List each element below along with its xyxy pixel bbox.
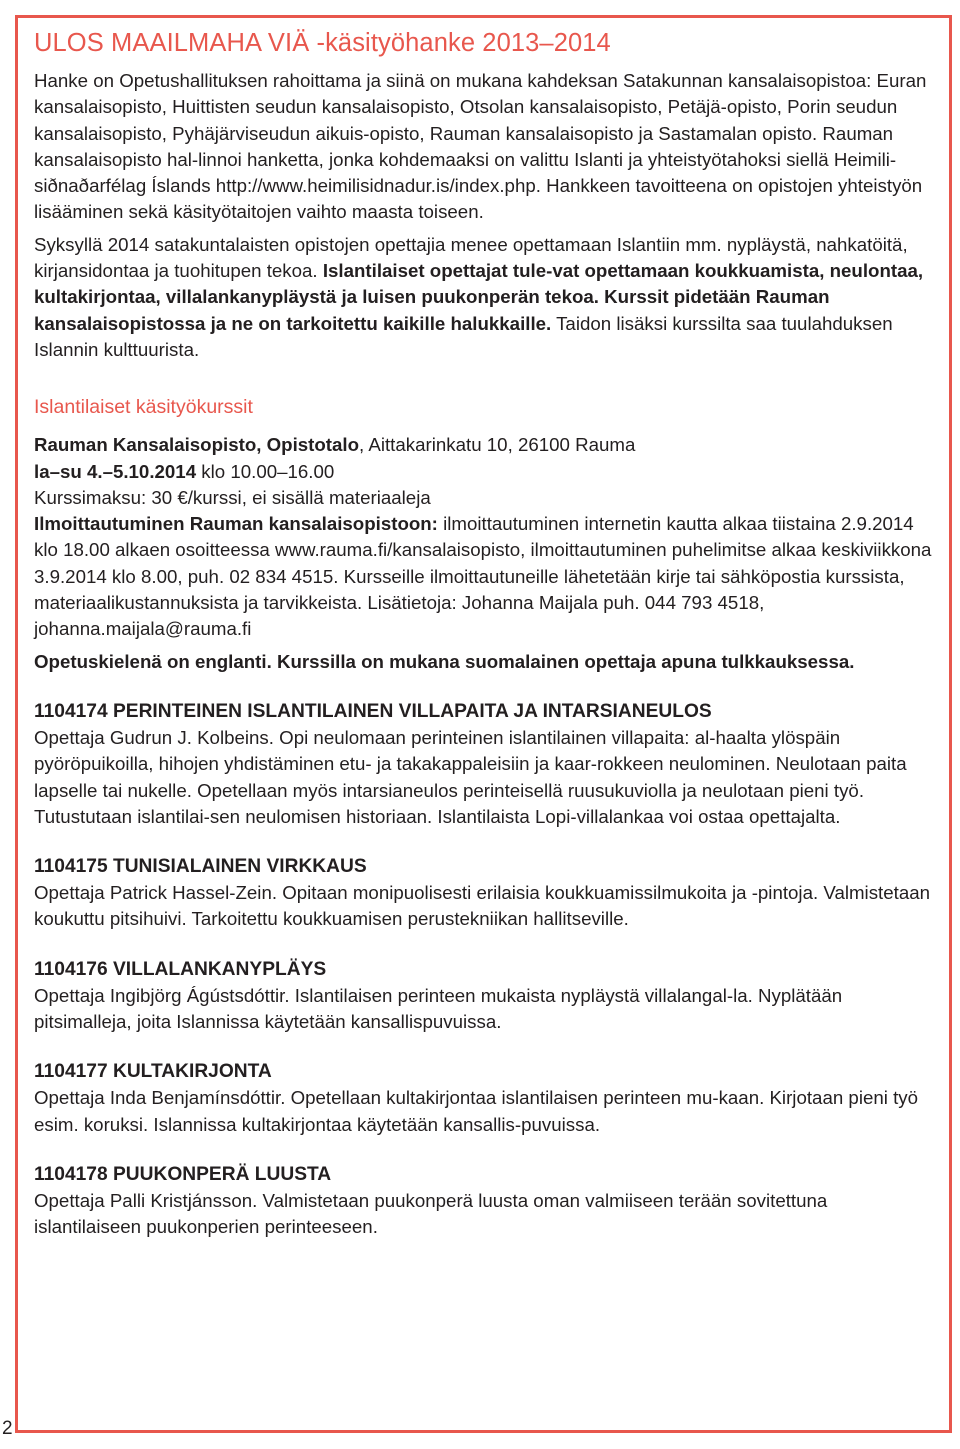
course-description: Opettaja Gudrun J. Kolbeins. Opi neulomaan perinteinen islantilainen villapaita: al-haalta ylöspäin pyöröpuikoilla, hihojen yhdistäminen etu- ja takakappaleisiin ja kaar-rokkeen neulominen. Neulotaan paita lapselle tai nukelle. Opetellaan myös intarsianeulos perinteisellä ruusukuviolla ja neulotaan pieni työ. Tutustutaan islantilai-sen neulomisen historiaan. Islantilaista Lopi-villalankaa voi ostaa opettajalta. — [34, 726, 907, 827]
venue-line — [34, 432, 934, 458]
course-heading: 1104177 KULTAKIRJONTA — [34, 1061, 272, 1083]
intro-text: Syksyllä 2014 satakuntalaisten opistojen opettajia menee opettamaan Islantiin mm. nypläystä, nahkatöitä, kirjansidontaa ja tuohitupen tekoa. — [34, 233, 908, 282]
course-item — [34, 1058, 934, 1138]
course-heading: 1104175 TUNISIALAINEN VIRKKAUS — [34, 856, 367, 878]
course-item — [34, 956, 934, 1036]
article — [34, 29, 934, 1241]
venue-address: , Aittakarinkatu 10, 26100 Rauma — [359, 434, 636, 456]
course-heading: 1104176 VILLALANKANYPLÄYS — [34, 958, 327, 980]
intro-text-end: Taidon lisäksi kurssilta saa tuulahduksen Islannin kulttuurista. — [34, 312, 893, 360]
registration-text: ilmoittautuminen internetin kautta alkaa tiistaina 2.9.2014 klo 18.00 alkaen osoitteessa www.rauma.fi/kansalaisopisto, ilmoittautuminen puhelimitse alkaa keskiviikkona 3.9.2014 klo 8.00, puh. 02 834 4515. Kursseille ilmoittautuneille lähetetään kirje tai sähköpostia kurssista, materiaalikustannuksista ja tarvikkeista. Lisätietoja: Johanna Maijala puh. 044 793 4518, johanna.maijala@rauma.fi — [34, 513, 932, 640]
course-item — [34, 698, 934, 830]
course-description: Opettaja Inda Benjamínsdóttir. Opetellaan kultakirjontaa islantilaisen perinteen mu-kaan. Kirjotaan pieni työ esim. koruksi. Islannissa kultakirjontaa käytetään kansallis-puvuissa. — [34, 1087, 919, 1135]
course-heading: 1104178 PUUKONPERÄ LUUSTA — [34, 1163, 332, 1185]
course-description: Opettaja Patrick Hassel-Zein. Opitaan monipuolisesti erilaisia koukkuamissilmukoita ja -pintoja. Valmistetaan koukuttu pitsihuivi. Tarkoitettu koukkuamisen perustekniikan hallitseville. — [34, 882, 931, 930]
intro-paragraph: Hanke on Opetushallituksen rahoittama ja siinä on mukana kahdeksan Satakunnan kansalaisopistoa: Euran kansalaisopisto, Huittisten seudun kansalaisopisto, Otsolan kansalaisopisto, Petäjä-opisto, Porin seudun kansalaisopisto, Pyhäjärviseudun aikuis-opisto, Rauman kansalaisopisto ja Sastamalan opisto. Rauman kansalaisopisto hal-linnoi hanketta, jonka kohdemaaksi on valittu Islanti ja yhteistyötahoksi siellä Heimili-siðnaðarfélag Íslands http://www.heimilisidnadur.is/index.php. Hankkeen tavoitteena on opistojen yhteistyön lisääminen sekä käsityötaitojen vaihto maasta toiseen. — [34, 70, 927, 223]
course-description: Opettaja Palli Kristjánsson. Valmistetaan puukonperä luusta oman valmiiseen terään sovitettuna islantilaiseen puukonperien perinteeseen. — [34, 1189, 828, 1238]
course-time: klo 10.00–16.00 — [196, 460, 335, 482]
intro-bold-text: Islantilaiset opettajat tule-vat opettamaan koukkuamista, neulontaa, kultakirjontaa, villalankanypläystä ja luisen puukonperän tekoa. Kurssit pidetään Rauman kansalaisopistossa ja ne on tarkoitettu kaikille halukkaille. — [34, 260, 924, 334]
section-heading: Islantilaiset käsityökurssit — [34, 396, 253, 419]
page-title: ULOS MAAILMAHA VIÄ -käsityöhanke 2013–2014 — [34, 29, 611, 57]
language-note-text: Opetuskielenä on englanti. Kurssilla on mukana suomalainen opettaja apuna tulkkauksessa. — [34, 650, 855, 672]
registration-info — [34, 511, 934, 642]
course-dates: la–su 4.–5.10.2014 — [34, 460, 197, 482]
intro-paragraph-2 — [34, 232, 934, 363]
course-description: Opettaja Ingibjörg Ágústsdóttir. Islantilaisen perinteen mukaista nypläystä villalangal-la. Nyplätään pitsimalleja, joita Islannissa käytetään kansallispuvuissa. — [34, 984, 843, 1033]
venue-name: Rauman Kansalaisopisto, Opistotalo — [34, 434, 360, 456]
fee-line: Kurssimaksu: 30 €/kurssi, ei sisällä materiaaleja — [34, 486, 431, 508]
course-item — [34, 1161, 934, 1241]
dates-line — [34, 459, 934, 485]
registration-label: Ilmoittautuminen Rauman kansalaisopistoon: — [34, 513, 438, 535]
course-item — [34, 853, 934, 933]
page-number: 2 — [2, 1418, 13, 1439]
language-note — [34, 649, 934, 675]
course-heading: 1104174 PERINTEINEN ISLANTILAINEN VILLAPAITA JA INTARSIANEULOS — [34, 700, 712, 722]
